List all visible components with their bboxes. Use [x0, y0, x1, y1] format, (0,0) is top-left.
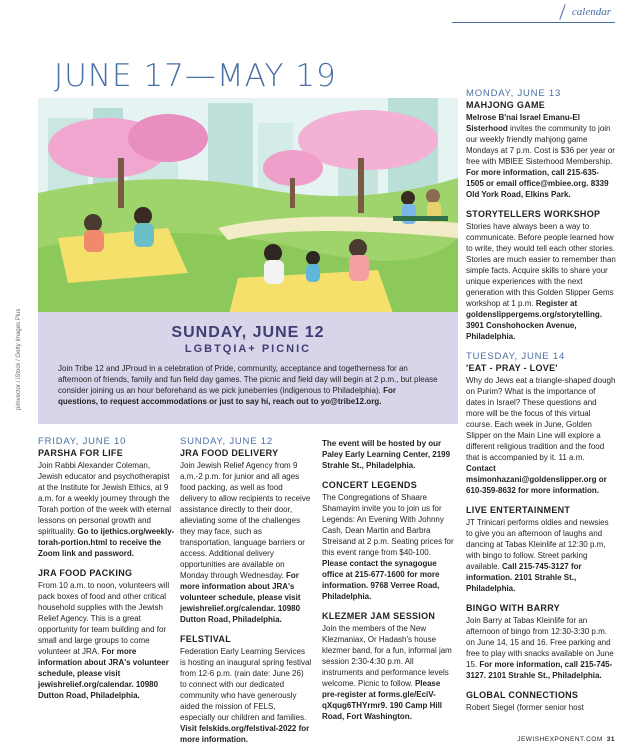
featured-event-body: Join Tribe 12 and JProud in a celebration of Pride, community, acceptance and togetherness for an afternoon of friends, family and fun field day games. The picnic and field day will begin at 2 p.m., but please consider joining us an hour beforehand as we pick juneberries (indigenous to Philadelphia). For questions, to request accommodations or just to say hi, reach out to yo@tribe12.org. [58, 364, 438, 406]
page-number: 31 [606, 736, 615, 743]
featured-event-date: SUNDAY, JUNE 12 [171, 324, 325, 341]
event-title: PARSHA FOR LIFE [38, 448, 123, 458]
section-tag-label: calendar [571, 6, 611, 18]
picnic-illustration [38, 98, 458, 320]
date-heading: SUNDAY, JUNE 12 [180, 436, 273, 447]
event-description: The event will be hosted by our Paley Early Learning Center, 2199 Strahle St., Philadelphia. [322, 439, 451, 470]
event-title: STORYTELLERS WORKSHOP [466, 209, 601, 219]
calendar-column-1 [38, 436, 176, 701]
event-description: Robert Siegel (former senior host [466, 703, 584, 712]
date-heading: FRIDAY, JUNE 10 [38, 436, 127, 447]
event-description: JT Trinicari performs oldies and newsies to give you an afternoon of laughs and dancing at Tabas Kleinlife at 12:30 p.m, with bingo to follow. Street parking available. Call 215-745-3127 for information. 2101 Strahle St., Philadelphia. [466, 518, 609, 593]
featured-event-title: LGBTQIA+ PICNIC [184, 343, 312, 355]
section-tag [572, 6, 611, 18]
featured-event [38, 312, 458, 424]
event-title: BINGO WITH BARRY [466, 603, 560, 613]
date-heading: TUESDAY, JUNE 14 [466, 351, 566, 362]
top-rule [452, 22, 615, 23]
section-tag-bar [559, 4, 565, 19]
event-title: LIVE ENTERTAINMENT [466, 505, 571, 515]
page-footer [517, 736, 615, 743]
event-description: The Congregations of Shaare Shamayim invite you to join us for Legends: An Evening With Johnny Cash, Dean Martin and Barbra Streisand at 2 p.m. Seating prices for this event range from $40-100. Please contact the synagogue office at 215-677-1600 for more information. 9768 Verree Road, Philadelphia. [322, 493, 454, 601]
event-description: Federation Early Learning Services is hosting an inaugural spring festival from 12-6 p.m. (rain date: June 26) to connect with our dedicated community who have generously aided the mission of FELS, especially our children and families. Visit felskids.org/felstival-2022 for more information. [180, 647, 312, 744]
photo-credit: pimvector / iStock / Getty Images Plus [16, 308, 22, 410]
site-name: JEWISHEXPONENT.COM [517, 736, 603, 743]
event-title: GLOBAL CONNECTIONS [466, 690, 579, 700]
event-title: MAHJONG GAME [466, 100, 546, 110]
event-description: Stories have always been a way to communicate. Before people learned how to write, they would tell each other stories. Stories are much easier to remember than simple facts. Acquire skills to share your unique experiences with the next generation with this Golden Slipper Gems workshop at 1 p.m. Register at goldenslippergems.org/storytelling. 3901 Conshohocken Avenue, Philadelphia. [466, 222, 616, 341]
event-description: Why do Jews eat a triangle-shaped dough on Purim? What is the importance of dates in Israel? These questions and more will be the focus of this virtual course. Each week in June, Golden Slipper on the Main Line will explore a different religious tradition and the food that is accompanied by it. 11 a.m. Contact msimonhazani@goldenslipper.org or 610-359-8632 for more information. [466, 376, 616, 495]
event-description: Join Rabbi Alexander Coleman, Jewish educator and psychotherapist at the Institute for Jewish Ethics, at 9 a.m. for a weekly journey through the Torah portion of the week with eternal lessons on personal growth and spirituality. Go to ijethics.org/weekly-torah-portion.html to receive the Zoom link and password. [38, 461, 175, 558]
event-title: CONCERT LEGENDS [322, 480, 418, 490]
calendar-column-2 [180, 436, 312, 745]
page-title: JUNE 17—MAY 19 [54, 58, 337, 94]
calendar-column-4 [466, 88, 616, 713]
event-title: FELSTIVAL [180, 634, 232, 644]
event-description: Join Jewish Relief Agency from 9 a.m.-2 p.m. for junior and all ages food packing, as well as food delivery to allow recipients to receive assistance directly to their door, alleviating some of the challenges they may face, such as transportation, language barriers or access. Additional delivery opportunities are available on Monday through Wednesday. For more information about JRA's volunteer schedule, please visit jewishrelief.org/calendar. 10980 Dutton Road, Philadelphia. [180, 461, 311, 624]
event-description: From 10 a.m. to noon, volunteers will pack boxes of food and other critical household supplies with the Jewish Relief Agency. This is a great opportunity for team building and for small and large groups to come volunteer at JRA. For more information about JRA's volunteer schedule, please visit jewishrelief.org/calendar. 10980 Dutton Road, Philadelphia. [38, 581, 170, 700]
date-heading: MONDAY, JUNE 13 [466, 88, 562, 99]
event-description: Melrose B'nai Israel Emanu-El Sisterhood invites the community to join our weekly friendly mahjong game Mondays at 7 p.m. Cost is $36 per year or free with MBIEE Sisterhood Membership. For more information, call 215-635-1505 or email office@mbiee.org. 8339 Old York Road, Elkins Park. [466, 113, 615, 199]
event-title: 'EAT - PRAY - LOVE' [466, 363, 558, 373]
calendar-column-3 [322, 438, 454, 722]
event-title: KLEZMER JAM SESSION [322, 611, 436, 621]
event-description: Join the members of the New Klezmaniax, Or Hadash's house klezmer band, for a fun, informal jam session 2:30-4:30 p.m. All instruments and performance levels welcome. Picnic to follow. Please pre-register at forms.gle/EciV-qXqug6THYrmr9. 190 Camp Hill Road, Fort Washington. [322, 624, 452, 721]
event-title: JRA FOOD PACKING [38, 568, 133, 578]
event-description: Join Barry at Tabas Kleinlife for an afternoon of bingo from 12:30-3:30 p.m. on June 14, 15 and 16. Free parking and free to play with snacks available on June 15. For more information, call 215-745-3127. 2101 Strahle St., Philadelphia. [466, 616, 614, 680]
event-title: JRA FOOD DELIVERY [180, 448, 279, 458]
